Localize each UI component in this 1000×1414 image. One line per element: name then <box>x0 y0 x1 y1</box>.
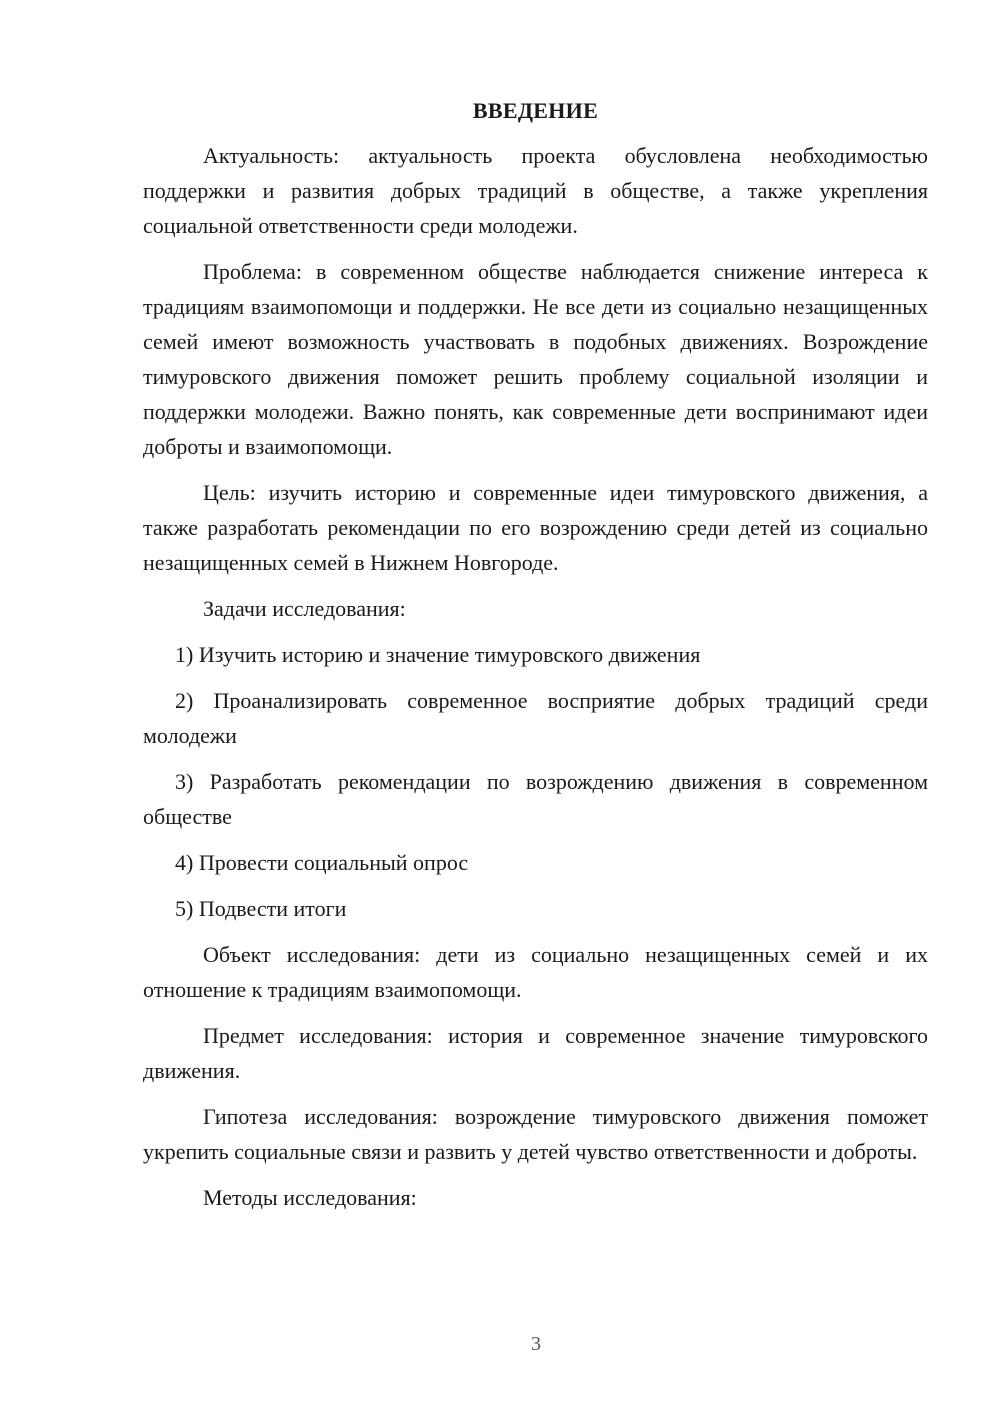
problem-paragraph: Проблема: в современном обществе наблюдается снижение интереса к традициям взаимопомощи и поддержки. Не все дети из социально незащищенных семей имеют возможность участвовать в подобных движениях. Возрождение тимуровского движения поможет решить проблему социальной изоляции и поддержки молодежи. Важно понять, как современные дети воспринимают идеи доброты и взаимопомощи. <box>143 259 928 459</box>
page-number: 3 <box>531 1333 541 1355</box>
task-item: 1) Изучить историю и значение тимуровского движения <box>175 642 701 667</box>
document-page <box>143 96 928 1226</box>
task-item: 2) Проанализировать современное восприятие добрых традиций среди молодежи <box>143 688 928 748</box>
goal-paragraph: Цель: изучить историю и современные идеи тимуровского движения, а также разработать рекомендации по его возрождению среди детей из социально незащищенных семей в Нижнем Новгороде. <box>143 480 928 575</box>
methods-heading: Методы исследования: <box>203 1185 417 1210</box>
task-item: 3) Разработать рекомендации по возрождению движения в современном обществе <box>143 769 928 829</box>
tasks-heading: Задачи исследования: <box>203 596 406 621</box>
subject-paragraph: Предмет исследования: история и современное значение тимуровского движения. <box>143 1023 928 1083</box>
task-item: 5) Подвести итоги <box>175 896 347 921</box>
relevance-paragraph: Актуальность: актуальность проекта обусловлена необходимостью поддержки и развития добрых традиций в обществе, а также укрепления социальной ответственности среди молодежи. <box>143 143 928 238</box>
task-item: 4) Провести социальный опрос <box>175 850 469 875</box>
object-paragraph: Объект исследования: дети из социально незащищенных семей и их отношение к традициям взаимопомощи. <box>143 942 928 1002</box>
section-title: ВВЕДЕНИЕ <box>472 98 599 123</box>
hypothesis-paragraph: Гипотеза исследования: возрождение тимуровского движения поможет укрепить социальные связи и развить у детей чувство ответственности и доброты. <box>143 1104 928 1164</box>
